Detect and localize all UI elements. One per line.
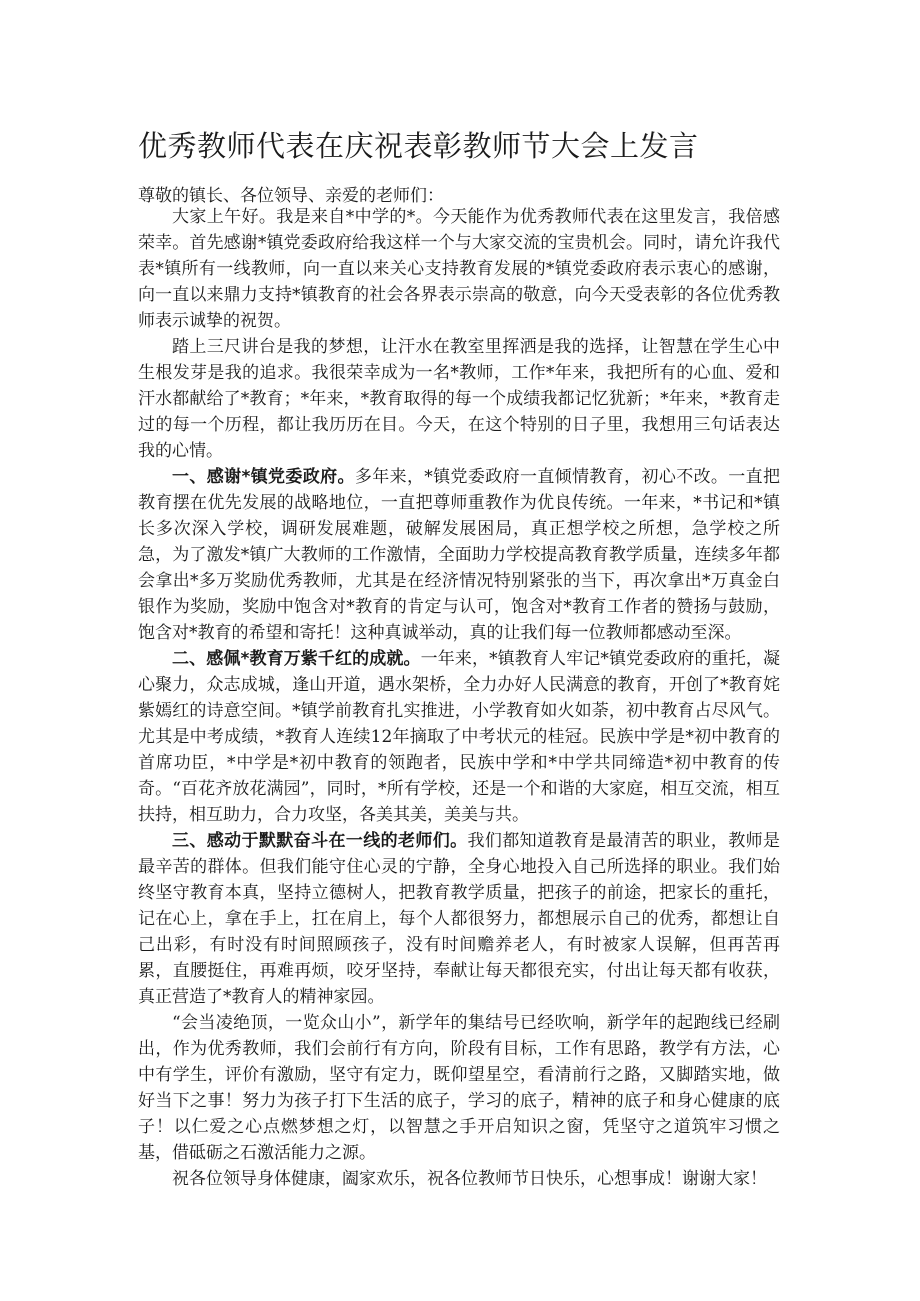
- salutation: 尊敬的镇长、各位领导、亲爱的老师们：: [138, 186, 444, 206]
- document-body: [138, 204, 780, 1192]
- page-title: 优秀教师代表在庆祝表彰教师节大会上发言: [138, 129, 699, 163]
- point-paragraph-3: [138, 828, 780, 1010]
- intro-paragraph-1: 大家上午好。我是来自*中学的*。今天能作为优秀教师代表在这里发言，我倍感荣幸。首先感谢*镇党委政府给我这样一个与大家交流的宝贵机会。同时，请允许我代表*镇所有一线教师，向一直以来关心支持教育发展的*镇党委政府表示衷心的感谢，向一直以来鼎力支持*镇教育的社会各界表示崇高的敬意，向今天受表彰的各位优秀教师表示诚挚的祝贺。: [138, 207, 780, 331]
- closing-paragraph-2: 祝各位领导身体健康，阖家欢乐，祝各位教师节日快乐，心想事成！谢谢大家！: [172, 1169, 767, 1189]
- point-heading-1: 一、感谢*镇党委政府。: [172, 467, 355, 487]
- point-text-2: 一年来，*镇教育人牢记*镇党委政府的重托，凝心聚力，众志成城，逢山开道，遇水架桥，全力办好人民满意的教育，开创了*教育姹紫嫣红的诗意空间。*镇学前教育扎实推进，小学教育如火如荼，初中教育占尽风气。尤其是中考成绩，*教育人连续12年摘取了中考状元的桂冠。民族中学是*初中教育的首席功臣，*中学是*初中教育的领跑者，民族中学和*中学共同缔造*初中教育的传奇。“百花齐放花满园”，同时，*所有学校，还是一个和谐的大家庭，相互交流，相互扶持，相互助力，合力攻坚，各美其美，美美与共。: [138, 649, 781, 825]
- point-heading-2: 二、感佩*教育万紫千红的成就。: [172, 649, 421, 669]
- point-text-3: 我们都知道教育是最清苦的职业，教师是最辛苦的群体。但我们能守住心灵的宁静，全身心地投入自己所选择的职业。我们始终坚守教育本真，坚持立德树人，把教育教学质量，把孩子的前途，把家长的重托，记在心上，拿在手上，扛在肩上，每个人都很努力，都想展示自己的优秀，都想让自己出彩，有时没有时间照顾孩子，没有时间赡养老人，有时被家人误解，但再苦再累，直腰挺住，再难再烦，咬牙坚持，奉献让每天都很充实，付出让每天都有收获，真正营造了*教育人的精神家园。: [138, 831, 780, 1007]
- point-paragraph-1: [138, 464, 780, 646]
- point-text-1: 多年来，*镇党委政府一直倾情教育，初心不改。一直把教育摆在优先发展的战略地位，一直把尊师重教作为优良传统。一年来，*书记和*镇长多次深入学校，调研发展难题，破解发展困局，真正想学校之所想，急学校之所急，为了激发*镇广大教师的工作激情，全面助力学校提高教育教学质量，连续多年都会拿出*多万奖励优秀教师，尤其是在经济情况特别紧张的当下，再次拿出*万真金白银作为奖励，奖励中饱含对*教育的肯定与认可，饱含对*教育工作者的赞扬与鼓励，饱含对*教育的希望和寄托！这种真诚举动，真的让我们每一位教师都感动至深。: [138, 467, 781, 643]
- point-paragraph-2: [138, 646, 780, 828]
- point-heading-3: 三、感动于默默奋斗在一线的老师们。: [172, 831, 468, 851]
- closing-paragraph-1: “会当凌绝顶，一览众山小”，新学年的集结号已经吹响，新学年的起跑线已经刷出，作为优秀教师，我们会前行有方向，阶段有目标，工作有思路，教学有方法，心中有学生，评价有激励，坚守有定力，既仰望星空，看清前行之路，又脚踏实地，做好当下之事！努力为孩子打下生活的底子，学习的底子，精神的底子和身心健康的底子！以仁爱之心点燃梦想之灯，以智慧之手开启知识之窗，凭坚守之道筑牢习惯之基，借砥砺之石激活能力之源。: [138, 1013, 780, 1163]
- intro-paragraph-2: 踏上三尺讲台是我的梦想，让汗水在教室里挥洒是我的选择，让智慧在学生心中生根发芽是我的追求。我很荣幸成为一名*教师，工作*年来，我把所有的心血、爱和汗水都献给了*教育；*年来，*教育取得的每一个成绩我都记忆犹新；*年来，*教育走过的每一个历程，都让我历历在目。今天，在这个特别的日子里，我想用三句话表达我的心情。: [138, 337, 780, 461]
